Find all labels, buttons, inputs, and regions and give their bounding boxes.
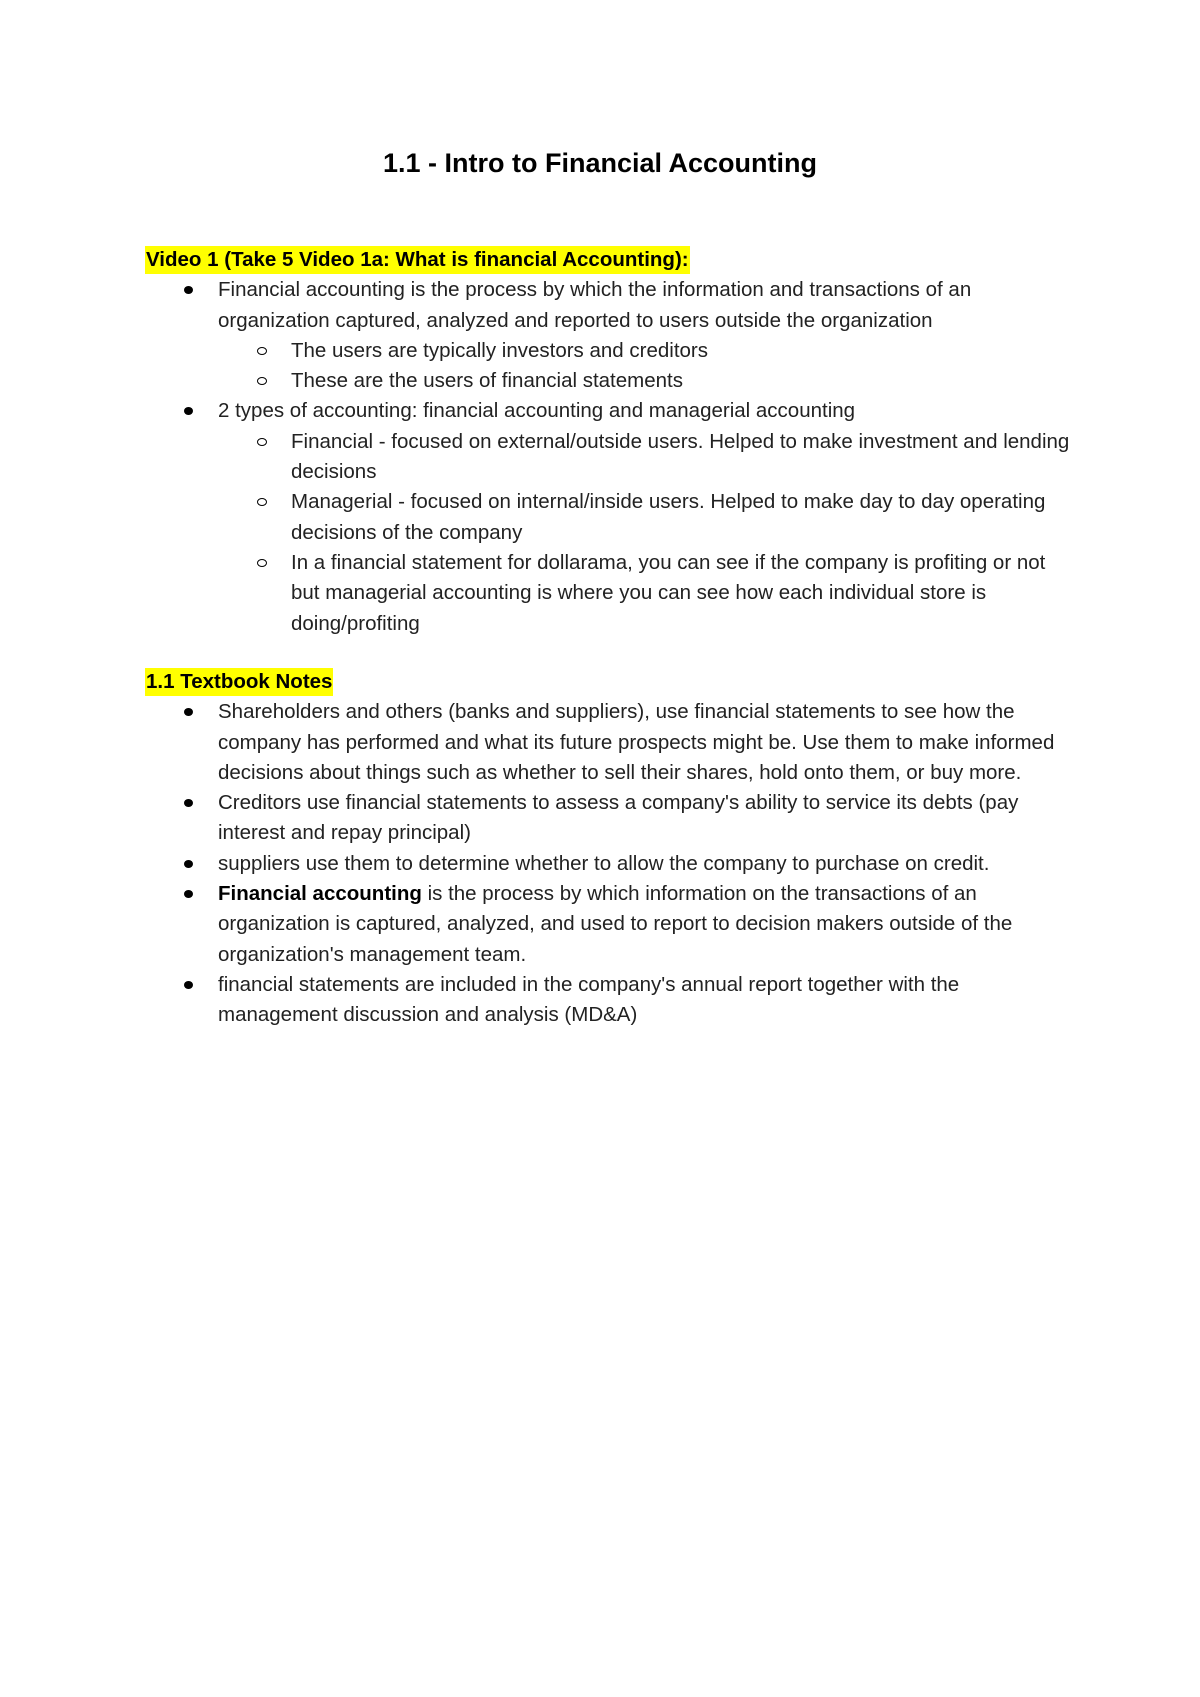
section-textbook-notes [145, 667, 1075, 1031]
bullet-list [145, 275, 1075, 639]
bullet-disc-icon [184, 407, 193, 415]
sub-list-item [145, 427, 1075, 488]
list-item-text: suppliers use them to determine whether to allow the company to purchase on credit. [218, 851, 990, 875]
list-item [145, 697, 1075, 788]
page-title: 1.1 - Intro to Financial Accounting [382, 148, 818, 178]
sub-bullet-list [218, 427, 1075, 639]
list-item-text: Shareholders and others (banks and suppliers), use financial statements to see how the company has performed and what its future prospects might be. Use them to make informed decisions about things such as whether to sell their shares, hold onto them, or buy more. [218, 700, 1055, 784]
bullet-disc-icon [184, 799, 193, 807]
bullet-circle-icon [257, 347, 267, 355]
sub-list-item [145, 487, 1075, 548]
section-video-1 [145, 245, 1075, 639]
sub-list-item-text: Financial - focused on external/outside users. Helped to make investment and lending decisions [291, 429, 1070, 484]
sub-list-item [145, 336, 1075, 366]
bullet-circle-icon [257, 498, 267, 506]
bullet-disc-icon [184, 708, 193, 716]
sub-list-item [145, 366, 1075, 396]
section-heading: 1.1 Textbook Notes [145, 668, 333, 696]
sub-list-item-text: Managerial - focused on internal/inside users. Helped to make day to day operating decisions of the company [291, 490, 1046, 544]
list-item-text: 2 types of accounting: financial accounting and managerial accounting [218, 399, 856, 423]
list-item-text: is the process by which information on the transactions of an organization is captured, analyzed, and used to report to decision makers outside of the organization's management team. [218, 882, 1013, 966]
bullet-disc-icon [184, 860, 193, 868]
list-item [145, 970, 1075, 1031]
list-item [145, 788, 1075, 849]
bold-term: Financial accounting [218, 882, 422, 906]
bullet-disc-icon [184, 981, 193, 989]
list-item [145, 849, 1075, 879]
bullet-circle-icon [257, 559, 267, 567]
sub-bullet-list [218, 336, 1075, 397]
sub-list-item-text: These are the users of financial statements [291, 369, 683, 393]
bullet-list [145, 697, 1075, 1030]
sub-list-item [145, 548, 1075, 639]
sub-list-item-text: The users are typically investors and creditors [291, 338, 709, 362]
bullet-circle-icon [257, 438, 267, 446]
list-item [145, 275, 1075, 396]
section-heading: Video 1 (Take 5 Video 1a: What is financial Accounting): [145, 246, 690, 274]
list-item [145, 879, 1075, 970]
list-item [145, 396, 1075, 638]
list-item-text: Financial accounting is the process by which the information and transactions of an organization captured, analyzed and reported to users outside the organization [218, 278, 972, 332]
bullet-disc-icon [184, 890, 193, 898]
bullet-circle-icon [257, 377, 267, 385]
list-item-text: Creditors use financial statements to assess a company's ability to service its debts (pay interest and repay principal) [218, 791, 1019, 845]
list-item-text: financial statements are included in the company's annual report together with the management discussion and analysis (MD&A) [218, 972, 960, 1027]
bullet-disc-icon [184, 286, 193, 294]
sub-list-item-text: In a financial statement for dollarama, you can see if the company is profiting or not but managerial accounting is where you can see how each individual store is doing/profiting [291, 550, 1046, 635]
